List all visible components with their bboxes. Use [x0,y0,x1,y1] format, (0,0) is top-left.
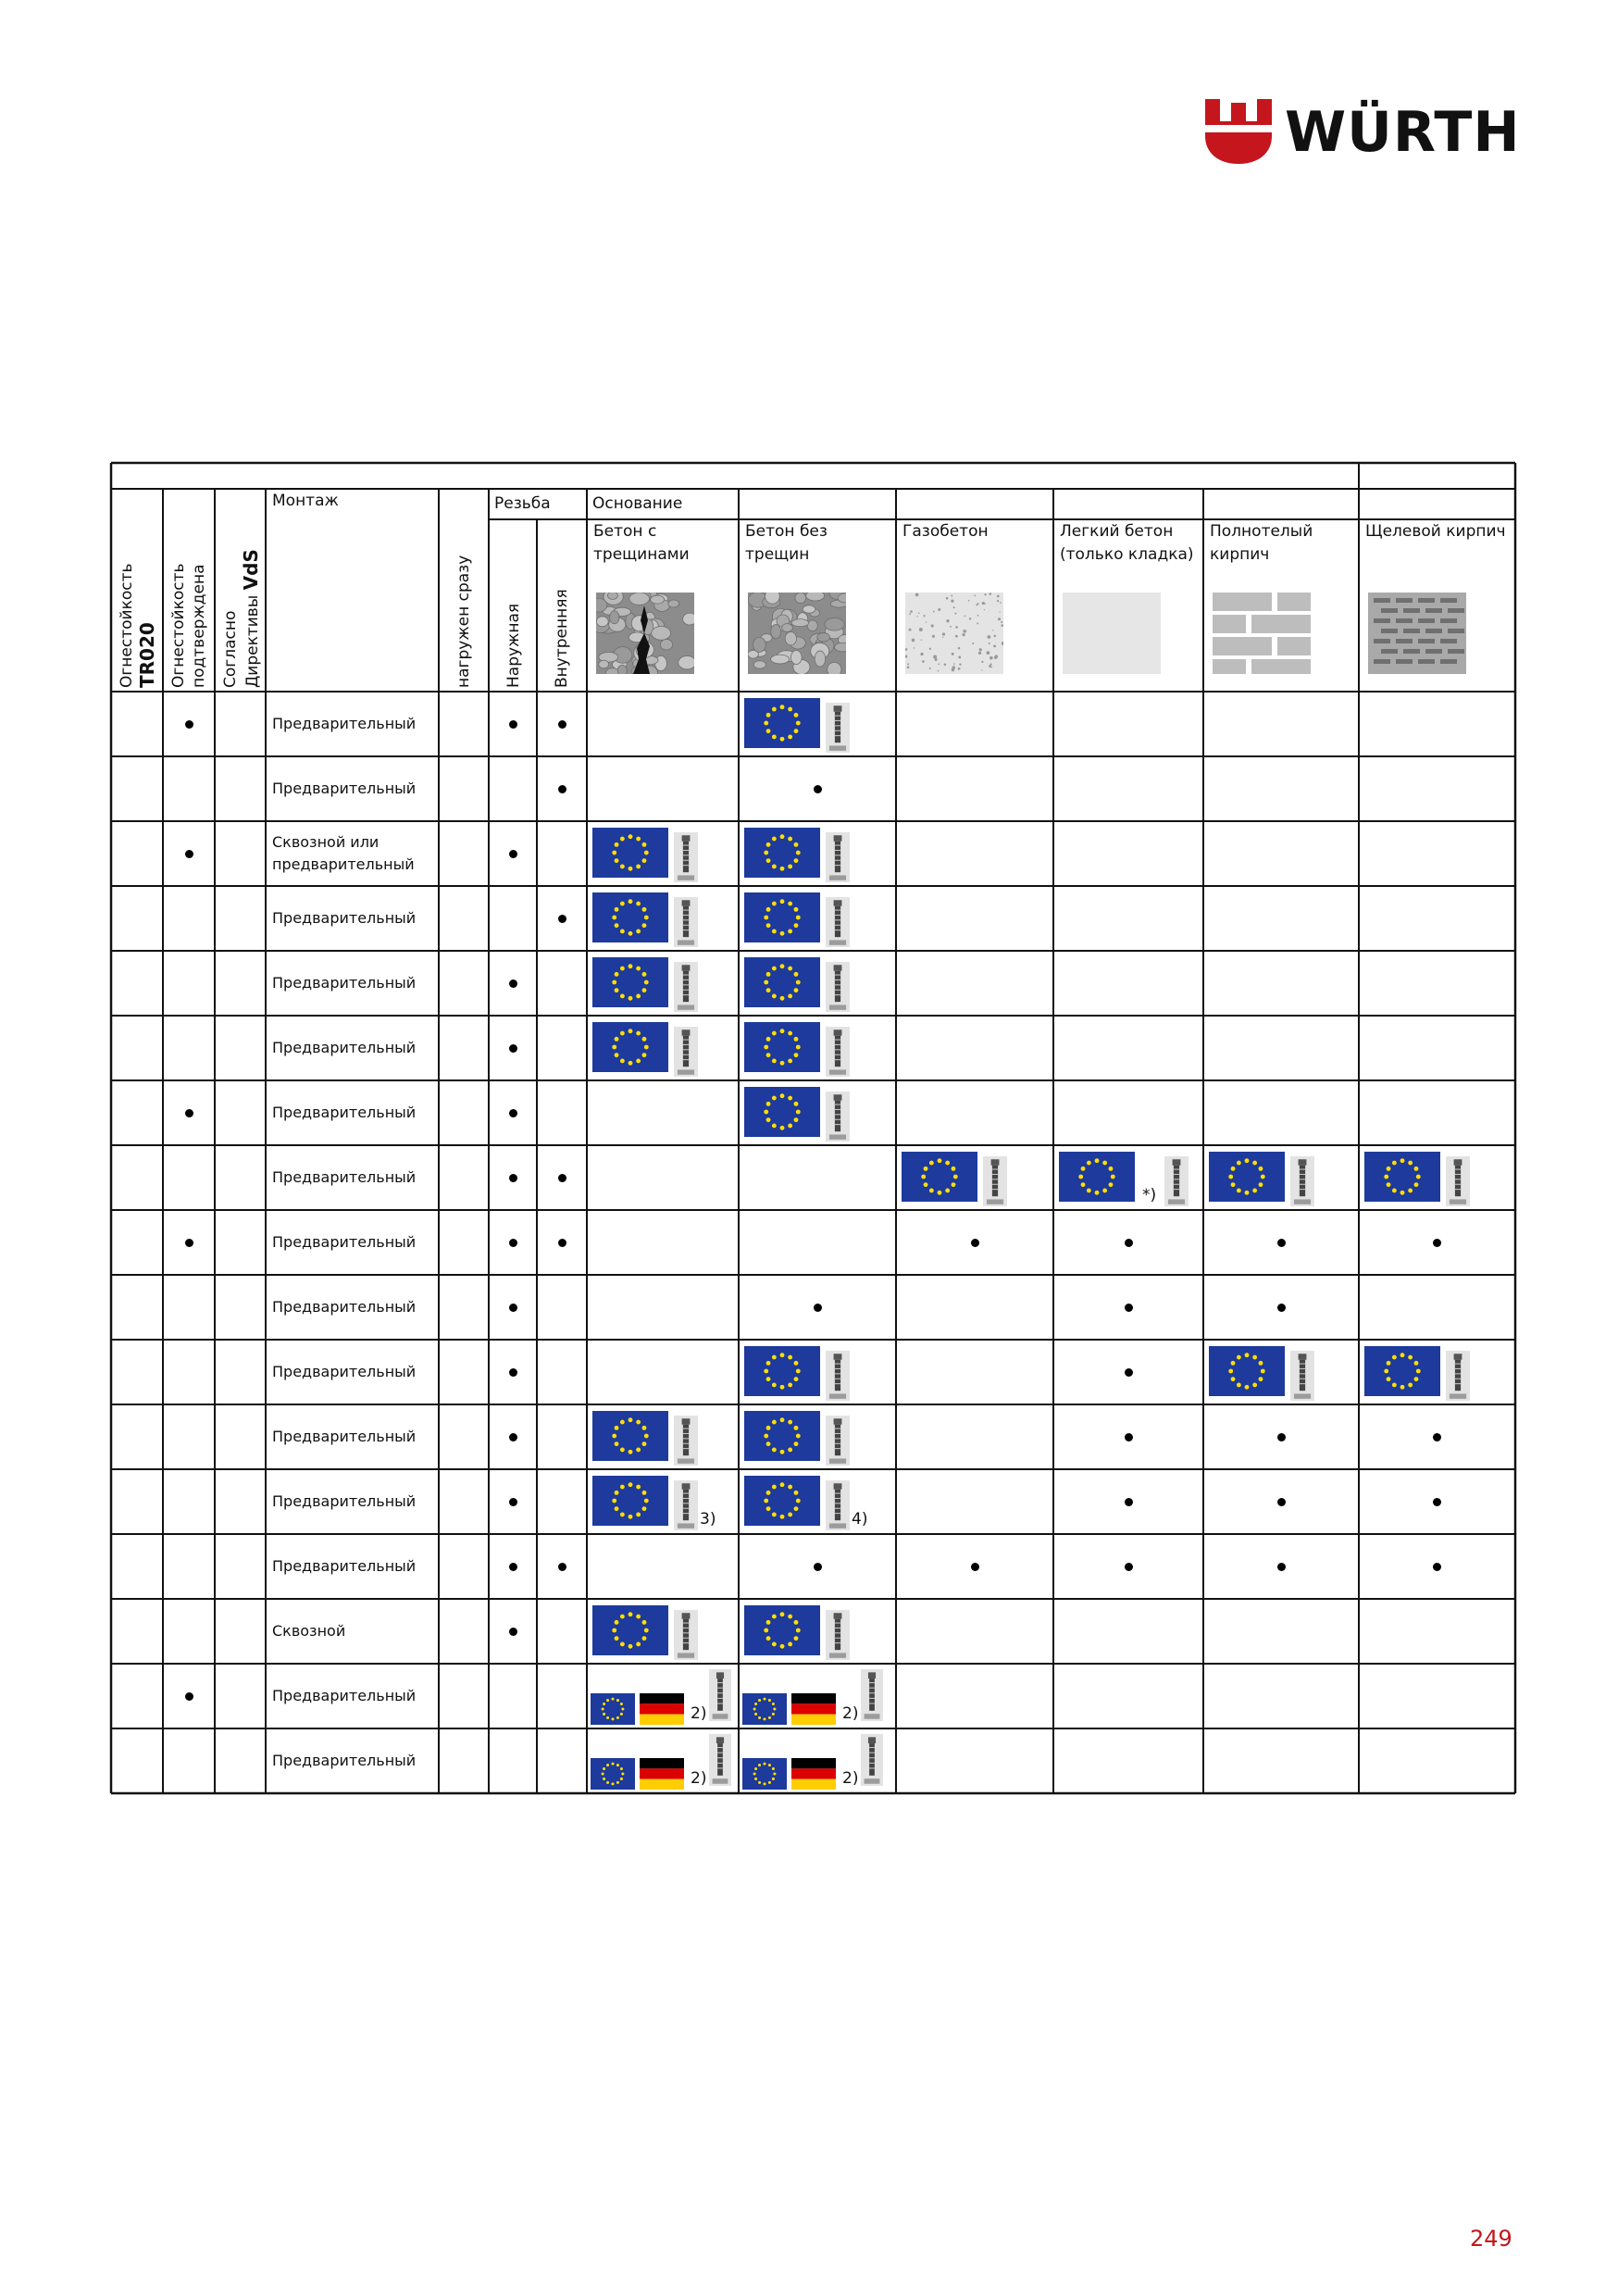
anchor-icon [826,1416,850,1466]
base-dot [1125,1498,1133,1506]
mounting-cell: Предварительный [272,1687,417,1704]
thread-internal-dot [558,785,566,793]
base-dot [1433,1239,1441,1247]
eu-flag-icon [744,1476,820,1526]
base-header-aerated-concrete: Газобетон [902,522,989,541]
anchor-icon [674,1027,698,1077]
table-row [592,828,850,882]
eu-flag-icon [1059,1152,1135,1202]
base-dot [1125,1563,1133,1571]
thread-external-dot [509,1628,517,1636]
table-row [744,698,850,753]
mounting-cell: Предварительный [272,909,417,927]
eu-flag-icon [592,828,668,878]
base-dot [1277,1433,1286,1441]
thread-internal-dot [558,1563,566,1571]
table-row [744,1346,1470,1401]
table-row [591,1669,883,1725]
anchor-icon [1290,1351,1314,1401]
thread-group-header: Резьба [494,494,551,513]
lightweight-concrete-icon [1063,593,1161,674]
thread-external-dot [509,1239,517,1247]
thread-internal-header [552,589,572,688]
base-dot [1125,1368,1133,1377]
thread-external-dot [509,1498,517,1506]
base-dot [814,1304,822,1312]
mounting-cell: Предварительный [272,1363,417,1380]
eu-flag-icon [591,1758,635,1790]
eu-flag-icon [742,1758,787,1790]
eu-flag-icon [744,1346,820,1396]
mounting-cell: Предварительный [272,715,417,732]
fire-tr020-header [117,563,159,688]
anchor-icon [1164,1156,1189,1206]
thread-internal-header-text: Внутренняя [553,589,571,688]
table-row [592,1411,850,1466]
thread-internal-dot [558,915,566,923]
eu-flag-icon [592,1605,668,1655]
fire-confirmed-dot [185,1692,193,1701]
anchor-icon [826,703,850,753]
fire-confirmed-header-text: подтверждена [190,564,208,688]
thread-external-dot [509,1433,517,1441]
anchor-icon [826,962,850,1012]
base-dot [1277,1563,1286,1571]
cracked-concrete-icon [590,589,697,681]
german-flag-icon [791,1758,836,1790]
mounting-cell: Предварительный [272,1104,417,1121]
fire-tr020-header-text: Огнестойкость [118,563,136,688]
aerated-concrete-icon [904,593,1005,674]
eu-flag-icon [744,1022,820,1072]
vds-header-text: Согласно [221,610,240,688]
base-dot [971,1563,979,1571]
footnote-marker: 2) [691,1769,707,1788]
base-dot [1277,1304,1286,1312]
base-dot [1125,1433,1133,1441]
anchor-icon [983,1156,1007,1206]
base-dot [814,785,822,793]
thread-external-dot [509,980,517,988]
thread-external-dot [509,1563,517,1571]
anchor-icon [826,897,850,947]
thread-external-dot [509,1174,517,1182]
footnote-marker: 2) [842,1704,859,1723]
anchor-icon [674,1416,698,1466]
uncracked-concrete-icon [748,587,853,677]
anchor-icon [861,1734,883,1786]
thread-external-dot [509,1368,517,1377]
eu-flag-icon [744,698,820,748]
eu-flag-icon [591,1693,635,1725]
fire-confirmed-dot [185,1109,193,1117]
eu-flag-icon [592,957,668,1007]
table-row [592,1022,850,1077]
thread-internal-dot [558,1239,566,1247]
anchor-icon [861,1669,883,1721]
eu-flag-icon [742,1693,787,1725]
page-number: 249 [1470,2226,1512,2252]
loaded-immediately-header [454,555,474,688]
base-dot [814,1563,822,1571]
base-dot [1125,1239,1133,1247]
brand-name: WÜRTH [1285,100,1521,165]
base-header-lightweight-concrete: Легкий бетон (только кладка) [1060,522,1194,564]
fire-tr020-header-text: TR020 [136,622,158,688]
solid-brick-icon [1213,593,1311,674]
base-header-solid-brick: Полнотелый кирпич [1210,522,1313,564]
base-dot [1433,1563,1441,1571]
anchor-icon [709,1734,731,1786]
mounting-cell: Предварительный [272,780,417,797]
mounting-cell: Предварительный [272,1752,417,1769]
mounting-cell: Предварительный [272,1428,417,1445]
eu-flag-icon [744,828,820,878]
base-dot [1277,1239,1286,1247]
anchor-icon [674,832,698,882]
thread-external-dot [509,1044,517,1053]
anchor-icon [709,1669,731,1721]
table-row [902,1152,1470,1206]
anchor-icon [674,897,698,947]
vds-header-bold: VdS [240,549,262,591]
eu-flag-icon [744,1411,820,1461]
table-row [592,1476,850,1530]
thread-external-dot [509,1304,517,1312]
eu-flag-icon [592,1411,668,1461]
eu-flag-icon [1209,1152,1285,1202]
anchor-icon [826,1480,850,1530]
anchor-icon [1446,1351,1470,1401]
fire-confirmed-dot [185,720,193,729]
base-header-cracked-concrete: Бетон с трещинами [593,522,690,564]
base-header-hollow-brick: Щелевой кирпич [1365,522,1506,541]
anchor-icon [826,1351,850,1401]
fire-confirmed-dot [185,1239,193,1247]
base-group-header: Основание [592,494,683,513]
eu-flag-icon [744,1087,820,1137]
fire-confirmed-dot [185,850,193,858]
table-row [592,1605,850,1660]
mounting-header: Монтаж [272,492,339,510]
mounting-cell: Сквозной [272,1622,346,1640]
base-dot [971,1239,979,1247]
footnote-marker: 4) [852,1510,868,1529]
mounting-cell: Предварительный [272,1233,417,1251]
mounting-cell: Предварительный [272,974,417,992]
eu-flag-icon [744,1605,820,1655]
footnote-marker: 2) [691,1704,707,1723]
anchor-icon [1290,1156,1314,1206]
thread-external-header [504,604,524,688]
mounting-cell: Предварительный [272,1557,417,1575]
base-dot [1125,1304,1133,1312]
german-flag-icon [640,1693,684,1725]
eu-flag-icon [744,892,820,942]
anchor-icon [674,962,698,1012]
vds-header-text: Директивы [243,590,262,688]
thread-external-dot [509,1109,517,1117]
base-dot [1433,1433,1441,1441]
hollow-brick-icon [1368,593,1466,674]
mounting-cell: Сквозной или предварительный [272,833,415,873]
thread-external-dot [509,850,517,858]
footnote-marker: 3) [700,1510,716,1529]
eu-flag-icon [592,1476,668,1526]
anchor-icon [1446,1156,1470,1206]
anchor-icon [826,1610,850,1660]
table-row [592,957,850,1012]
thread-internal-dot [558,720,566,729]
anchor-icon [826,1092,850,1142]
thread-external-header-text: Наружная [504,603,523,688]
anchor-icon [826,832,850,882]
eu-flag-icon [592,892,668,942]
anchor-icon [826,1027,850,1077]
mounting-cell: Предварительный [272,1168,417,1186]
fire-confirmed-header [168,563,209,688]
eu-flag-icon [902,1152,977,1202]
mounting-cell: Предварительный [272,1298,417,1316]
german-flag-icon [640,1758,684,1790]
loaded-immediately-header-text: нагружен сразу [454,555,473,688]
eu-flag-icon [1364,1152,1440,1202]
vds-header [220,549,263,688]
footnote-marker: *) [1142,1186,1157,1204]
german-flag-icon [791,1693,836,1725]
fire-confirmed-header-text: Огнестойкость [169,563,188,688]
eu-flag-icon [744,957,820,1007]
anchor-icon [674,1610,698,1660]
eu-flag-icon [1364,1346,1440,1396]
base-dot [1277,1498,1286,1506]
eu-flag-icon [592,1022,668,1072]
table-row [591,1734,883,1790]
table-row [744,1087,850,1142]
base-dot [1433,1498,1441,1506]
eu-flag-icon [1209,1346,1285,1396]
anchor-icon [674,1480,698,1530]
footnote-marker: 2) [842,1769,859,1788]
thread-external-dot [509,720,517,729]
thread-internal-dot [558,1174,566,1182]
mounting-cell: Предварительный [272,1492,417,1510]
mounting-cell: Предварительный [272,1039,417,1056]
base-header-uncracked-concrete: Бетон без трещин [745,522,828,564]
table-row [592,892,850,947]
